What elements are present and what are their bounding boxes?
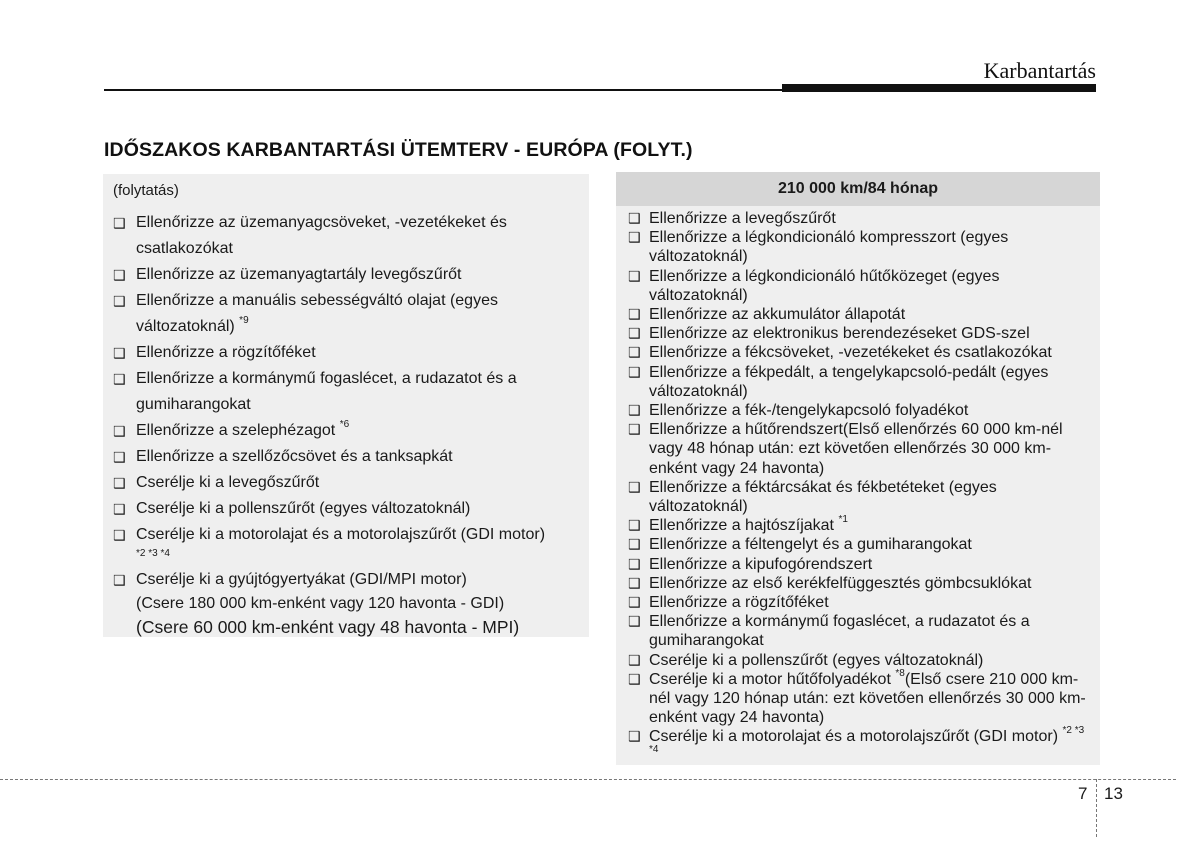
checkbox-icon: ❑: [113, 449, 126, 465]
checklist-item: [628, 651, 1092, 670]
right-checklist: [628, 209, 1092, 766]
checklist-item: [628, 612, 1092, 650]
checkbox-icon: ❑: [628, 478, 641, 495]
checkbox-icon: ❑: [628, 344, 641, 361]
item-text: Ellenőrizze a rögzítőféket: [136, 344, 316, 361]
checkbox-icon: ❑: [628, 229, 641, 246]
checkbox-icon: ❑: [628, 306, 641, 323]
item-text: Ellenőrizze a levegőszűrőt: [649, 210, 836, 227]
checklist-item: [628, 478, 1092, 516]
right-schedule-box: [616, 206, 1100, 765]
checklist-item: [113, 496, 581, 522]
checklist-item: [113, 340, 581, 366]
item-text: Ellenőrizze a kormánymű fogaslécet, a rudazatot és a gumiharangokat: [136, 370, 517, 413]
checklist-item: [113, 418, 581, 444]
checkbox-icon: ❑: [113, 293, 126, 309]
checkbox-icon: ❑: [113, 475, 126, 491]
checklist-item: [628, 324, 1092, 343]
left-checklist: [113, 210, 581, 639]
checkbox-icon: ❑: [628, 363, 641, 380]
checkbox-icon: ❑: [628, 536, 641, 553]
checklist-item: [113, 288, 581, 340]
item-text: Ellenőrizze a fék-/tengelykapcsoló folyadékot: [649, 402, 969, 420]
item-text: Ellenőrizze a szelephézagot: [136, 422, 336, 439]
footnote-ref: *8: [895, 667, 905, 679]
footer-divider: [0, 779, 1176, 780]
item-text: Ellenőrizze a kormánymű fogaslécet, a rudazatot és a gumiharangokat: [649, 613, 1030, 650]
checklist-item: [628, 343, 1092, 362]
checklist-item: [628, 267, 1092, 305]
checkbox-icon: ❑: [113, 501, 126, 517]
page-title: IDŐSZAKOS KARBANTARTÁSI ÜTEMTERV - EURÓPA (FOLYT.): [104, 139, 693, 161]
continuation-label: (folytatás): [113, 182, 179, 199]
section-title: Karbantartás: [983, 58, 1096, 83]
checklist-item: [628, 574, 1092, 593]
item-text: Cserélje ki a pollenszűrőt (egyes változatoknál): [136, 500, 471, 517]
item-text: Ellenőrizze az üzemanyagtartály levegőszűrőt: [136, 266, 462, 283]
checkbox-icon: ❑: [113, 527, 126, 543]
checklist-item: [628, 420, 1092, 478]
item-note: (Csere 60 000 km-enként vagy 48 havonta - MPI): [136, 617, 520, 637]
checklist-item: [113, 210, 581, 262]
item-text: Cserélje ki a levegőszűrőt: [136, 474, 320, 491]
checklist-item: [628, 401, 1092, 420]
checkbox-icon: ❑: [628, 613, 641, 630]
checklist-item: [628, 363, 1092, 401]
checkbox-icon: ❑: [628, 517, 641, 534]
page-number-divider: [1096, 779, 1097, 837]
checkbox-icon: ❑: [113, 345, 126, 361]
checkbox-icon: ❑: [628, 594, 641, 611]
item-text: Ellenőrizze a féltengelyt és a gumiharangokat: [649, 536, 972, 554]
page-number: 13: [1104, 784, 1123, 803]
item-note: (Első csere 210 000 km-nél vagy 120 hónap után: ezt követően ellenőrzés 30 000 km-enként vagy 24 havonta): [649, 670, 1086, 727]
item-text: Cserélje ki a motor hűtőfolyadékot: [649, 670, 891, 688]
item-text: Ellenőrizze a légkondicionáló hűtőközeget (egyes változatoknál): [649, 267, 1000, 304]
item-text: Ellenőrizze a szellőzőcsövet és a tanksapkát: [136, 448, 453, 465]
checkbox-icon: ❑: [628, 670, 641, 687]
left-schedule-box: [103, 174, 589, 637]
footnote-ref: *1: [838, 513, 848, 525]
checklist-item: [628, 513, 1092, 535]
checklist-item: [628, 535, 1092, 554]
checklist-item: [113, 567, 581, 639]
checkbox-icon: ❑: [628, 210, 641, 226]
footnote-ref: *2 *3 *4: [649, 725, 1085, 756]
checkbox-icon: ❑: [113, 267, 126, 283]
item-note: (Csere 180 000 km-enként vagy 120 havonta - GDI): [136, 595, 505, 612]
item-text: Cserélje ki a motorolajat és a motorolajszűrőt (GDI motor): [649, 728, 1059, 746]
checkbox-icon: ❑: [628, 421, 641, 438]
header-rule-accent: [782, 84, 1096, 92]
checklist-item: [113, 470, 581, 496]
footnote-refs: *2 *3 *4: [136, 548, 170, 559]
checklist-item: [628, 593, 1092, 612]
checklist-item: [113, 444, 581, 470]
checklist-item: [628, 305, 1092, 324]
item-text: Ellenőrizze az elektronikus berendezéseket GDS-szel: [649, 325, 1030, 343]
item-text: Ellenőrizze a féktárcsákat és fékbetéteket (egyes változatoknál): [649, 478, 997, 516]
item-text: Ellenőrizze a hajtószíjakat: [649, 517, 834, 535]
checkbox-icon: ❑: [628, 402, 641, 419]
checkbox-icon: ❑: [628, 325, 641, 342]
checklist-item: [628, 667, 1092, 728]
item-text: Ellenőrizze a fékcsöveket, -vezetékeket és csatlakozókat: [649, 344, 1052, 362]
item-text: Ellenőrizze a kipufogórendszert: [649, 555, 873, 573]
checkbox-icon: ❑: [628, 728, 641, 745]
checkbox-icon: ❑: [628, 574, 641, 591]
checklist-item: [113, 262, 581, 288]
checkbox-icon: ❑: [628, 651, 641, 668]
footnote-ref: *6: [339, 418, 350, 430]
checkbox-icon: ❑: [113, 572, 126, 588]
interval-header: 210 000 km/84 hónap: [616, 172, 1100, 206]
checkbox-icon: ❑: [113, 215, 126, 231]
checklist-item: [113, 366, 581, 418]
item-text: Ellenőrizze az üzemanyagcsöveket, -vezetékeket és csatlakozókat: [136, 214, 507, 257]
item-text: Ellenőrizze a fékpedált, a tengelykapcsoló-pedált (egyes változatoknál): [649, 363, 1049, 400]
item-text: Ellenőrizze a rögzítőféket: [649, 594, 829, 612]
footnote-ref: *9: [239, 314, 249, 326]
item-text: Cserélje ki a pollenszűrőt (egyes változatoknál): [649, 651, 984, 669]
checklist-item: [628, 228, 1092, 266]
item-text: Ellenőrizze a manuális sebességváltó olajat (egyes változatoknál): [136, 292, 498, 335]
item-text: Ellenőrizze a légkondicionáló kompresszort (egyes változatoknál): [649, 229, 1009, 266]
checkbox-icon: ❑: [628, 555, 641, 572]
item-text: Cserélje ki a motorolajat és a motorolajszűrőt (GDI motor): [136, 526, 546, 543]
checklist-item: [113, 522, 581, 560]
item-note: (Első ellenőrzés 60 000 km-nél vagy 48 hónap után: ezt követően ellenőrzés 30 000 km-enként vagy 24 havonta): [649, 421, 1063, 477]
item-text: Ellenőrizze az első kerékfelfüggesztés gömbcsuklókat: [649, 574, 1032, 592]
chapter-number: 7: [1078, 784, 1088, 803]
checkbox-icon: ❑: [113, 423, 126, 439]
checklist-item: [628, 209, 1092, 228]
item-text: Ellenőrizze a hűtőrendszert: [649, 421, 843, 439]
checklist-item: [628, 727, 1092, 765]
checkbox-icon: ❑: [628, 267, 641, 284]
checklist-item: [628, 555, 1092, 574]
item-text: Cserélje ki a gyújtógyertyákat (GDI/MPI motor): [136, 571, 467, 588]
item-text: Ellenőrizze az akkumulátor állapotát: [649, 306, 906, 324]
checkbox-icon: ❑: [113, 371, 126, 387]
